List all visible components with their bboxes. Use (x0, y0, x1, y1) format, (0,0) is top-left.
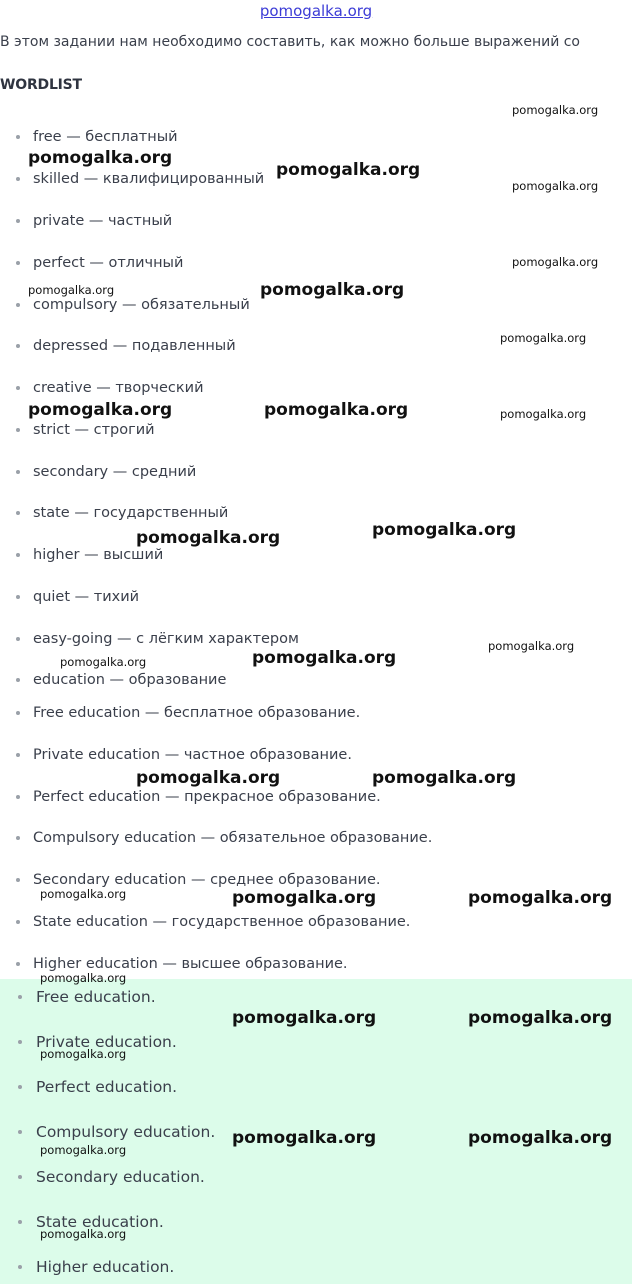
watermark: pomogalka.org (40, 887, 127, 901)
watermark: pomogalka.org (276, 160, 421, 180)
bullet-icon (18, 1265, 22, 1269)
watermark: pomogalka.org (28, 283, 115, 297)
bullet-icon (18, 1040, 22, 1044)
watermark: pomogalka.org (28, 148, 173, 168)
watermark: pomogalka.org (468, 1008, 613, 1028)
bullet-icon (16, 511, 20, 515)
answer-box: Free education. Private education. Perfect education. Compulsory education. Secondary education. State education. Higher education. (0, 979, 632, 1284)
bullet-icon (16, 878, 20, 882)
bullet-icon (18, 1130, 22, 1134)
bullet-icon (16, 219, 20, 223)
watermark: pomogalka.org (136, 768, 281, 788)
watermark: pomogalka.org (512, 103, 599, 117)
watermark: pomogalka.org (40, 1143, 127, 1157)
watermark: pomogalka.org (512, 179, 599, 193)
bullet-icon (18, 1175, 22, 1179)
watermark: pomogalka.org (500, 331, 587, 345)
watermark: pomogalka.org (232, 888, 377, 908)
bullet-icon (18, 1085, 22, 1089)
bullet-icon (16, 135, 20, 139)
bullet-icon (16, 595, 20, 599)
bullet-icon (16, 386, 20, 390)
bullet-icon (16, 428, 20, 432)
watermark: pomogalka.org (512, 255, 599, 269)
watermark: pomogalka.org (264, 400, 409, 420)
bullet-icon (16, 261, 20, 265)
watermark: pomogalka.org (40, 971, 127, 985)
watermark: pomogalka.org (372, 768, 517, 788)
watermark: pomogalka.org (488, 639, 575, 653)
watermark: pomogalka.org (260, 280, 405, 300)
bullet-icon (18, 995, 22, 999)
watermark: pomogalka.org (372, 520, 517, 540)
watermark: pomogalka.org (500, 407, 587, 421)
bullet-icon (18, 1220, 22, 1224)
bullet-icon (16, 678, 20, 682)
watermark: pomogalka.org (232, 1128, 377, 1148)
watermark: pomogalka.org (232, 1008, 377, 1028)
bullet-icon (16, 344, 20, 348)
bullet-icon (16, 795, 20, 799)
watermark: pomogalka.org (28, 400, 173, 420)
bullet-icon (16, 753, 20, 757)
watermark: pomogalka.org (468, 888, 613, 908)
wordlist-heading: WORDLIST (0, 77, 82, 93)
intro-text: В этом задании нам необходимо составить, как можно больше выражений со (0, 34, 581, 50)
bullet-icon (16, 470, 20, 474)
watermark: pomogalka.org (40, 1227, 127, 1241)
site-link[interactable]: pomogalka.org (259, 2, 373, 20)
bullet-icon (16, 920, 20, 924)
watermark: pomogalka.org (40, 1047, 127, 1061)
bullet-icon (16, 177, 20, 181)
watermark: pomogalka.org (252, 648, 397, 668)
bullet-icon (16, 711, 20, 715)
bullet-icon (16, 962, 20, 966)
watermark: pomogalka.org (468, 1128, 613, 1148)
watermark: pomogalka.org (136, 528, 281, 548)
bullet-icon (16, 553, 20, 557)
bullet-icon (16, 836, 20, 840)
watermark: pomogalka.org (60, 655, 147, 669)
bullet-icon (16, 637, 20, 641)
bullet-icon (16, 303, 20, 307)
